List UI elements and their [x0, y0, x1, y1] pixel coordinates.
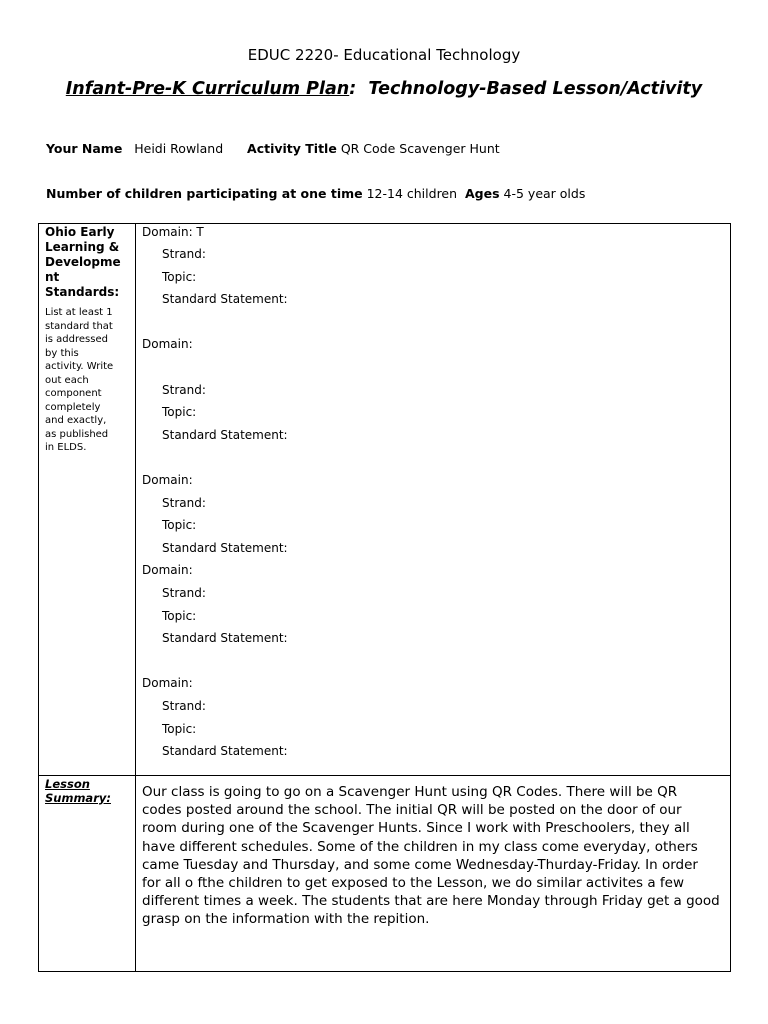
instruction-line: List at least 1 [45, 307, 113, 318]
standards-heading-line: Ohio Early [45, 225, 115, 239]
name-label: Your Name [46, 141, 123, 156]
name-value: Heidi Rowland [134, 141, 224, 156]
children-count-label: Number of children participating at one time [46, 186, 363, 201]
lesson-summary-label-cell [39, 776, 136, 972]
strand-line: Strand: [162, 496, 206, 510]
instruction-line: out each [45, 374, 89, 386]
lesson-summary-row [39, 776, 731, 972]
ages-label: Ages [465, 186, 500, 201]
instruction-line: component [45, 388, 102, 399]
domain-line: Domain: [142, 563, 193, 577]
standard-statement-line: Standard Statement: [162, 428, 288, 442]
lesson-summary-label [39, 776, 135, 805]
activity-title-label: Activity Title [247, 141, 337, 156]
title-colon: : [349, 79, 357, 99]
domain-line: Domain: T [142, 225, 204, 239]
lesson-label-line: Summary: [45, 791, 111, 805]
standards-instructions [39, 300, 135, 455]
domain-line: Domain: [142, 337, 193, 351]
topic-line: Topic: [162, 405, 197, 419]
domain-line: Domain: [142, 676, 193, 690]
ages-value: 4-5 year olds [503, 186, 586, 201]
lesson-summary-text: Our class is going to go on a Scavenger Hunt using QR Codes. There will be QR codes posted around the school. The initial QR will be posted on the door of our room during one of the Scavenger Hunts. Since I work with Preschoolers, they all have different schedules. Some of the children in my class come everyday, others came Tuesday and Thursday, and some come Wednesday-Thurday-Friday. In order for all o fthe children to get exposed to the Lesson, we do similar activites a few different times a week. The students that are here Monday through Friday get a good grasp on the information with the repition. [142, 784, 720, 928]
standards-heading-line: nt [45, 270, 60, 284]
standard-statement-line: Standard Statement: [162, 631, 288, 645]
standards-content-cell [136, 224, 731, 776]
lesson-label-line: Lesson [45, 777, 90, 791]
standard-statement-line: Standard Statement: [162, 292, 288, 306]
standards-label-cell [39, 224, 136, 776]
standards-heading-line: Standards: [45, 285, 120, 299]
standard-statement-line: Standard Statement: [162, 541, 288, 555]
standards-heading-line: Developme [45, 255, 121, 269]
strand-line: Strand: [162, 247, 206, 261]
strand-line: Strand: [162, 383, 206, 397]
standards-heading [39, 224, 135, 300]
instruction-line: by this [45, 347, 79, 359]
standard-statement-line: Standard Statement: [162, 744, 288, 758]
instruction-line: is addressed [45, 334, 108, 345]
children-count-value: 12-14 children [366, 186, 458, 201]
title-subtitle: Technology-Based Lesson/Activity [356, 79, 703, 99]
strand-line: Strand: [162, 586, 206, 600]
children-ages-row [46, 186, 585, 201]
instruction-line: activity. Write [45, 361, 114, 372]
title-plan-name: Infant-Pre-K Curriculum Plan [65, 79, 350, 99]
strand-line: Strand: [162, 699, 206, 713]
name-activity-row [46, 141, 500, 156]
lesson-summary-cell [136, 776, 731, 972]
activity-title-value: QR Code Scavenger Hunt [340, 141, 500, 156]
standards-heading-line: Learning & [45, 240, 120, 254]
instruction-line: completely [45, 401, 101, 413]
instruction-line: in ELDS. [45, 442, 87, 453]
topic-line: Topic: [162, 609, 197, 623]
topic-line: Topic: [162, 518, 197, 532]
course-title: EDUC 2220- Educational Technology [247, 46, 521, 64]
document-title [0, 79, 768, 99]
instruction-line: as published [45, 428, 109, 440]
topic-line: Topic: [162, 270, 197, 284]
instruction-line: standard that [45, 320, 113, 332]
topic-line: Topic: [162, 722, 197, 736]
curriculum-table [38, 223, 731, 972]
instruction-line: and exactly, [45, 415, 107, 426]
domain-line: Domain: [142, 473, 193, 487]
standards-row [39, 224, 731, 776]
